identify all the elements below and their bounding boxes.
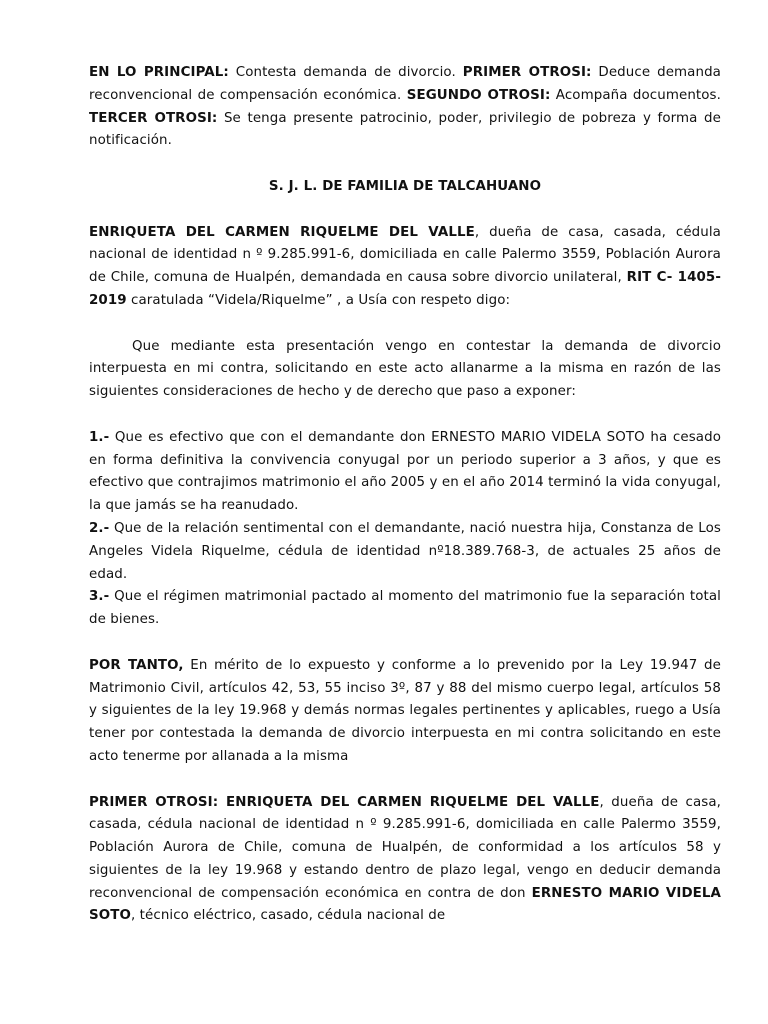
point-1-text: Que es efectivo que con el demandante don ERNESTO MARIO VIDELA SOTO ha cesado en forma definitiva la convivencia conyugal por un periodo superior a 3 años, y que es efectivo que contrajimos matrimonio el año 2005 y en el año 2014 terminó la vida conyugal, la que jamás se ha reanudado. xyxy=(89,429,721,514)
summa-primer-otrosi-text: Deduce demanda reconvencional de compensación económica. xyxy=(89,65,721,103)
spacer xyxy=(89,632,721,655)
statement-paragraph: Que mediante esta presentación vengo en contestar la demanda de divorcio interpuesta en mi contra, solicitando en este acto allanarme a la misma en razón de las siguientes consideraciones de hecho y de derecho que paso a exponer: xyxy=(89,338,721,400)
intro-text-2: caratulada “Videla/Riquelme” , a Usía con respeto digo: xyxy=(126,292,511,308)
point-1-number: 1.- xyxy=(89,429,110,445)
spacer xyxy=(89,153,721,176)
por-tanto-paragraph xyxy=(89,655,721,769)
por-tanto-text: En mérito de lo expuesto y conforme a lo prevenido por la Ley 19.947 de Matrimonio Civil, artículos 42, 53, 55 inciso 3º, 87 y 88 del mismo cuerpo legal, artículos 58 y siguientes de la ley 19.968 y demás normas legales pertinentes y aplicables, ruego a Usía tener por contestada la demanda de divorcio interpuesta en mi contra solicitando en este acto tenerme por allanada a la misma xyxy=(89,657,721,764)
spacer xyxy=(89,404,721,427)
summa-principal-label: EN LO PRINCIPAL: xyxy=(89,65,229,80)
document-page xyxy=(89,62,721,928)
point-2-text: Que de la relación sentimental con el demandante, nació nuestra hija, Constanza de Los Angeles Videla Riquelme, cédula de identidad nº18.389.768-3, de actuales 25 años de edad. xyxy=(89,520,721,582)
defendant-name: ENRIQUETA DEL CARMEN RIQUELME DEL VALLE xyxy=(89,224,475,240)
plaintiff-name: ERNESTO MARIO VIDELA SOTO xyxy=(89,885,721,924)
summa-segundo-otrosi-text: Acompaña documentos. xyxy=(550,87,721,103)
por-tanto-label: POR TANTO, xyxy=(89,657,184,673)
summa-segundo-otrosi-label: SEGUNDO OTROSI: xyxy=(406,87,551,103)
summa-paragraph xyxy=(89,62,721,153)
case-rit: RIT C- 1405-2019 xyxy=(89,270,721,308)
court-name: S. J. L. DE FAMILIA DE TALCAHUANO xyxy=(268,178,542,194)
court-heading xyxy=(89,176,721,199)
summa-tercer-otrosi-label: TERCER OTROSI: xyxy=(89,110,218,126)
point-2-number: 2.- xyxy=(89,520,110,536)
point-2 xyxy=(89,518,721,586)
intro-text-1: , dueña de casa, casada, cédula nacional de identidad n º 9.285.991-6, domiciliada en calle Palermo 3559, Población Aurora de Chile, comuna de Hualpén, demandada en causa sobre divorcio unilateral, xyxy=(89,224,721,286)
point-3-number: 3.- xyxy=(89,589,110,605)
spacer xyxy=(89,313,721,336)
intro-paragraph xyxy=(89,222,721,313)
point-3 xyxy=(89,586,721,632)
summa-primer-otrosi-label: PRIMER OTROSI: xyxy=(462,65,592,80)
point-1 xyxy=(89,427,721,518)
primer-otrosi-text-2: , técnico eléctrico, casado, cédula nacional de xyxy=(130,908,446,924)
point-3-text: Que el régimen matrimonial pactado al momento del matrimonio fue la separación total de bienes. xyxy=(89,589,721,628)
spacer xyxy=(89,199,721,222)
summa-tercer-otrosi-text: Se tenga presente patrocinio, poder, privilegio de pobreza y forma de notificación. xyxy=(89,110,721,149)
primer-otrosi-label: PRIMER OTROSI: ENRIQUETA DEL CARMEN RIQUELME DEL VALLE xyxy=(89,794,600,810)
primer-otrosi-text-1: , dueña de casa, casada, cédula nacional de identidad n º 9.285.991-6, domiciliada en calle Palermo 3559, Población Aurora de Chile, comuna de Hualpén, de conformidad a los artículos 58 y siguientes de la ley 19.968 y estando dentro de plazo legal, vengo en deducir demanda reconvencional de compensación económica en contra de don xyxy=(89,794,721,901)
summa-principal-text: Contesta demanda de divorcio. xyxy=(228,65,463,80)
spacer xyxy=(89,769,721,792)
primer-otrosi-paragraph xyxy=(89,792,721,929)
